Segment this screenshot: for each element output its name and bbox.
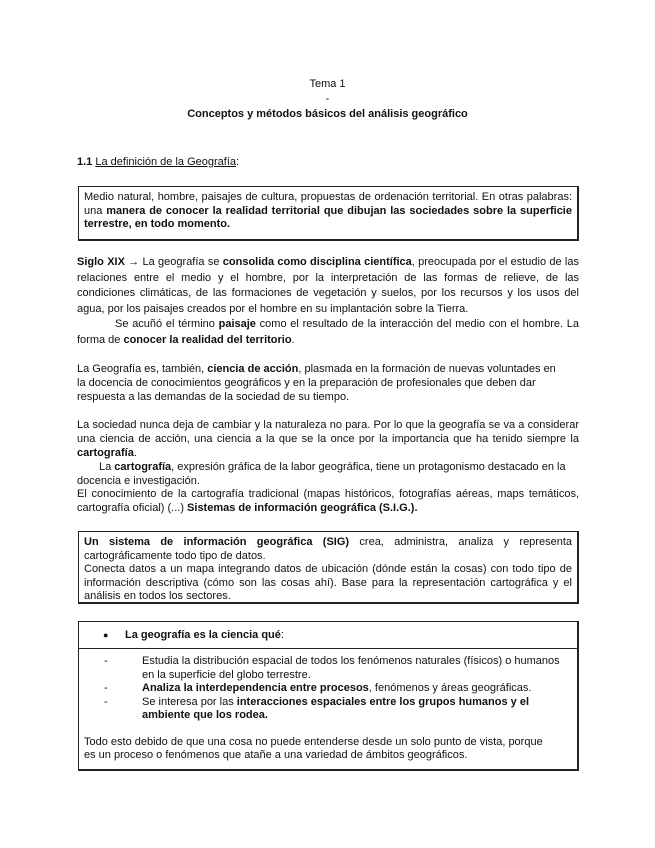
section-number: 1.1 [77,156,93,168]
list-item-text [130,655,572,682]
list-item [84,696,572,723]
list-item [84,655,572,682]
section-colon: : [236,156,240,168]
section-heading [77,156,239,168]
bold-text: interacciones espaciales entre los grupos humanos y el ambiente que los rodea. [142,695,530,721]
text-segment: La [99,461,115,473]
ciencia-list [79,649,577,763]
text-segment: como el resultado de la interacción del medio con el hombre. La forma de [77,318,580,346]
ciencia-header-colon: : [280,629,284,641]
text-segment: crea, administra, analiza y representa cartográficamente todo tipo de datos. [84,536,572,562]
text-segment: . [291,333,295,346]
list-item [84,682,572,696]
sig-definition [84,536,572,563]
ciencia-footer [84,736,572,763]
bold-text: cartografía [114,461,172,473]
text-segment: , plasmada en la formación de nuevas voluntades en la docencia de conocimientos geográficos y en la preparación de profesionales que deben dar respuesta a las demandas de la sociedad de su tiempo. [77,363,556,403]
text-segment: Se acuñó el término [115,318,219,330]
text-segment: El conocimiento de la cartografía tradicional (mapas históricos, fotografías aéreas, maps temáticos, cartografía oficial) (...) [77,488,579,514]
paragraph-paisaje [77,317,579,348]
bold-text: Un sistema de información geográfica (SIG) [84,536,350,548]
title-dash: - [325,93,330,105]
paragraph-ciencia-accion [77,362,567,404]
bold-text: conocer la realidad del territorio [123,333,292,346]
bold-text: Sistemas de información geográfica (S.I.G.). [187,502,418,514]
sig-description [84,563,572,604]
definition-text [79,187,577,236]
text-segment: La Geografía es, también, [77,363,208,375]
text-segment: , expresión gráfica de la labor geográfica, tiene un protagonismo destacado en la docencia e investigación. [77,461,566,487]
text-segment: Conecta datos a un mapa integrando datos de ubicación (dónde están la cosas) con todo tipo de información descriptiva (cómo son las cosas ahí). Base para la representación cartográfica y el análisis en todos los sectores. [84,563,572,602]
list-item-text [130,682,531,696]
bold-text: manera de conocer la realidad territorial que dibujan las sociedades sobre la superficie terrestre, en todo momento. [84,204,572,230]
text-segment: Estudia la distribución espacial de todos los fenómenos naturales (físicos) o humanos en la superficie del globo terrestre. [142,655,560,681]
text-segment: → La geografía se [124,256,223,268]
ciencia-box [78,621,579,771]
paragraph-siglo-xix [77,255,579,317]
text-segment: La sociedad nunca deja de cambiar y la naturaleza no para. Por lo que la geografía se va a considerar una ciencia de acción, una ciencia a la que se la once por la importancia que ha tenido siempre la [77,419,579,445]
dash-marker: - [104,682,108,694]
bold-text: paisaje [218,318,256,330]
tema-label: Tema 1 [309,78,346,90]
bold-text: cartografía [77,447,134,459]
text-segment: Todo esto debido de que una cosa no puede entenderse desde un solo punto de vista, porque es un proceso o fenómenos que atañe a una variedad de ámbitos geográficos. [84,735,543,761]
bold-text: ciencia de acción [207,363,299,375]
text-segment: Medio natural, hombre, paisajes de cultura, propuestas de ordenación territorial. En otras palabras: una [84,191,572,217]
dash-marker: - [104,695,108,708]
bullet-icon: ● [103,630,109,640]
bold-text: Siglo XIX [77,256,125,268]
definition-box [78,186,579,241]
bold-text: Analiza la interdependencia entre procesos [142,682,369,694]
list-item-text [130,696,572,723]
text-segment: . [133,447,137,459]
section-label: La definición de la Geografía [95,156,237,168]
paragraph-conocimiento [77,487,579,515]
text-segment: , preocupada por el estudio de las relaciones entre el medio y el hombre, por la interpretación de las formas de relieve, de las condiciones climáticas, de las formaciones de vegetación y suelos, por los recursos y los usos del agua, por los paisajes creados por el hombre en su implantación sobre la Tierra. [77,256,579,315]
text-segment: , fenómenos y áreas geográficas. [368,682,532,694]
ciencia-box-header [79,622,577,649]
paragraph-cartografia [77,460,579,488]
page-title: Conceptos y métodos básicos del análisis geográfico [187,108,468,120]
paragraph-sociedad [77,418,579,460]
dash-marker: - [104,655,108,667]
text-segment: Se interesa por las [142,695,237,708]
ciencia-header-text: La geografía es la ciencia qué [125,629,281,641]
bold-text: consolida como disciplina científica [222,256,412,268]
sig-box [78,531,579,604]
